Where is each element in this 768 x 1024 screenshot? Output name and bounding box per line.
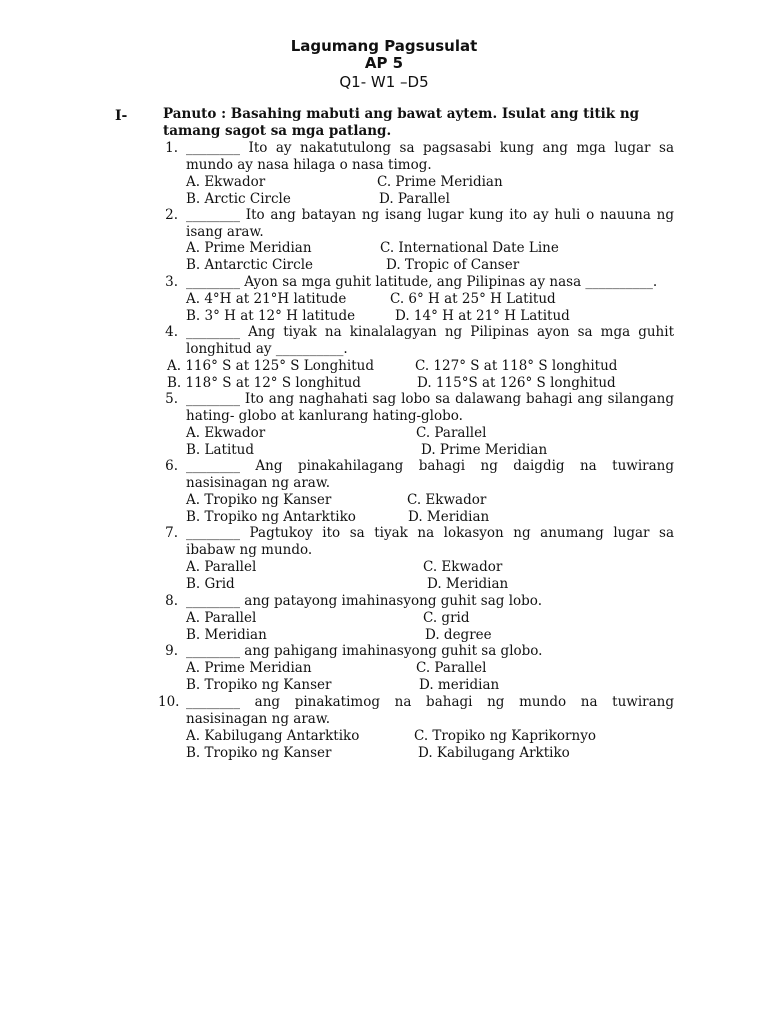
option-b: B. Tropiko ng Kanser xyxy=(186,677,332,693)
option-b: B. Antarctic Circle xyxy=(186,257,313,273)
question-number: 5. xyxy=(165,391,178,407)
option-b: B. 3° H at 12° H latitude xyxy=(186,308,356,324)
option-a: A. Tropiko ng Kanser xyxy=(186,492,332,508)
option-a: A. Parallel xyxy=(186,610,257,626)
question-stem: ________ Ang tiyak na kinalalagyan ng Pilipinas ayon sa mga guhit longhitud ay __________. xyxy=(186,324,674,357)
option-a: A. Kabilugang Antarktiko xyxy=(186,728,360,744)
option-d: D. Parallel xyxy=(379,191,450,207)
option-b: B. Arctic Circle xyxy=(186,191,291,207)
question-number: 1. xyxy=(165,140,178,156)
option-a: A. Prime Meridian xyxy=(186,240,312,256)
option-b: B. Grid xyxy=(186,576,235,592)
worksheet-title: Lagumang Pagsusulat xyxy=(290,37,478,55)
option-c: C. International Date Line xyxy=(380,240,559,256)
option-b: B. 118° S at 12° S longhitud xyxy=(167,375,361,391)
option-a: A. Prime Meridian xyxy=(186,660,312,676)
option-d: D. Meridian xyxy=(408,509,490,525)
question-stem: ________ Ito ang batayan ng isang lugar kung ito ay huli o nauuna ng isang araw. xyxy=(186,207,674,240)
instruction-text: Panuto : Basahing mabuti ang bawat aytem. Isulat ang titik ng tamang sagot sa mga patlang. xyxy=(163,106,640,139)
question-stem: ________ Ayon sa mga guhit latitude, ang Pilipinas ay nasa __________. xyxy=(186,274,658,290)
question-number: 4. xyxy=(165,324,178,340)
option-c: C. Parallel xyxy=(416,660,487,676)
option-d: D. Prime Meridian xyxy=(421,442,548,458)
option-d: D. 115°S at 126° S longhitud xyxy=(417,375,616,391)
option-b: B. Meridian xyxy=(186,627,267,643)
option-d: D. Tropic of Canser xyxy=(386,257,520,273)
option-a: A. 4°H at 21°H latitude xyxy=(186,291,347,307)
question-number: 7. xyxy=(165,525,178,541)
option-a: A. Parallel xyxy=(186,559,257,575)
option-d: D. degree xyxy=(425,627,492,643)
question-stem: ________ Ito ang naghahati sag lobo sa dalawang bahagi ang silangang hating- globo at kanlurang hating-globo. xyxy=(186,391,674,424)
option-c: C. Prime Meridian xyxy=(377,174,503,190)
option-d: D. meridian xyxy=(419,677,500,693)
option-b: B. Latitud xyxy=(186,442,255,458)
option-d: D. 14° H at 21° H Latitud xyxy=(395,308,570,324)
option-d: D. Meridian xyxy=(427,576,509,592)
option-c: C. Tropiko ng Kaprikornyo xyxy=(414,728,596,744)
question-stem: ________ ang patayong imahinasyong guhit sag lobo. xyxy=(186,593,542,609)
option-a: A. 116° S at 125° S Longhitud xyxy=(167,358,374,374)
option-c: C. 127° S at 118° S longhitud xyxy=(415,358,618,374)
section-number: I- xyxy=(115,108,128,124)
option-c: C. 6° H at 25° H Latitud xyxy=(390,291,556,307)
option-a: A. Ekwador xyxy=(186,174,266,190)
option-c: C. Parallel xyxy=(416,425,487,441)
subject-label: AP 5 xyxy=(364,54,404,72)
question-stem: ________ Ito ay nakatutulong sa pagsasabi kung ang mga lugar sa mundo ay nasa hilaga o nasa timog. xyxy=(186,140,674,173)
question-stem: ________ ang pinakatimog na bahagi ng mundo na tuwirang nasisinagan ng araw. xyxy=(186,694,674,727)
question-number: 6. xyxy=(165,458,178,474)
question-number: 8. xyxy=(165,593,178,609)
question-number: 9. xyxy=(165,643,178,659)
option-c: C. grid xyxy=(423,610,470,626)
option-c: C. Ekwador xyxy=(423,559,503,575)
option-b: B. Tropiko ng Antarktiko xyxy=(186,509,356,525)
option-d: D. Kabilugang Arktiko xyxy=(418,745,570,761)
option-b: B. Tropiko ng Kanser xyxy=(186,745,332,761)
question-number: 10. xyxy=(158,694,180,710)
question-stem: ________ Ang pinakahilagang bahagi ng daigdig na tuwirang nasisinagan ng araw. xyxy=(186,458,674,491)
week-day-code: Q1- W1 –D5 xyxy=(339,73,429,91)
question-stem: ________ ang pahigang imahinasyong guhit sa globo. xyxy=(186,643,543,659)
option-a: A. Ekwador xyxy=(186,425,266,441)
question-stem: ________ Pagtukoy ito sa tiyak na lokasyon ng anumang lugar sa ibabaw ng mundo. xyxy=(186,525,674,558)
question-number: 3. xyxy=(165,274,178,290)
option-c: C. Ekwador xyxy=(407,492,487,508)
question-number: 2. xyxy=(165,207,178,223)
